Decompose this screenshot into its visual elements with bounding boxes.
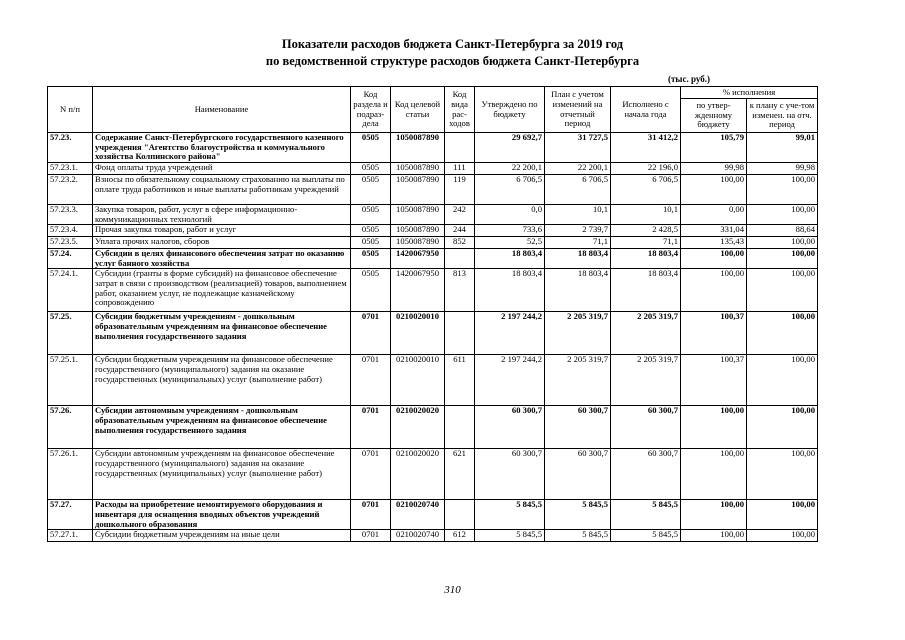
row-approved: 18 803,4	[475, 249, 545, 269]
row-name: Субсидии бюджетным учреждениям на финансовое обеспечение государственного (муниципального) задания на оказание государственных (муниципальных) услуг (выполнение работ)	[93, 355, 351, 406]
table-row	[48, 237, 818, 249]
row-approved: 733,6	[475, 225, 545, 237]
row-approved: 5 845,5	[475, 500, 545, 530]
row-section: 0701	[351, 355, 391, 406]
row-plan: 60 300,7	[545, 406, 611, 449]
row-approved: 0,0	[475, 205, 545, 225]
row-pct-approved: 100,00	[681, 449, 747, 500]
row-section: 0701	[351, 406, 391, 449]
row-section: 0505	[351, 269, 391, 312]
row-target: 1050087890	[391, 133, 445, 163]
row-pct-approved: 100,00	[681, 406, 747, 449]
row-pct-approved: 100,37	[681, 312, 747, 355]
table-row	[48, 530, 818, 542]
row-section: 0505	[351, 163, 391, 175]
row-approved: 5 845,5	[475, 530, 545, 542]
row-pct-approved: 331,04	[681, 225, 747, 237]
row-executed: 5 845,5	[611, 530, 681, 542]
row-exptype: 244	[445, 225, 475, 237]
row-pct-approved: 100,00	[681, 249, 747, 269]
header-name: Наименование	[93, 87, 351, 133]
header-plan: План с учетом изменений на отчетный период	[545, 87, 611, 133]
row-pct-approved: 99,98	[681, 163, 747, 175]
header-section: Код раздела и подраз-дела	[351, 87, 391, 133]
row-target: 0210020010	[391, 355, 445, 406]
row-plan: 5 845,5	[545, 500, 611, 530]
row-plan: 5 845,5	[545, 530, 611, 542]
row-num: 57.23.2.	[48, 175, 93, 205]
row-name: Взносы по обязательному социальному страхованию на выплаты по оплате труда работников и иные выплаты работникам учреждений	[93, 175, 351, 205]
row-num: 57.26.	[48, 406, 93, 449]
row-approved: 2 197 244,2	[475, 312, 545, 355]
row-exptype: 111	[445, 163, 475, 175]
table-row	[48, 133, 818, 163]
row-plan: 2 205 319,7	[545, 312, 611, 355]
row-num: 57.23.5.	[48, 237, 93, 249]
row-target: 1420067950	[391, 249, 445, 269]
row-exptype	[445, 249, 475, 269]
row-target: 1050087890	[391, 163, 445, 175]
row-section: 0505	[351, 237, 391, 249]
row-approved: 52,5	[475, 237, 545, 249]
row-pct-plan: 100,00	[747, 312, 818, 355]
row-approved: 60 300,7	[475, 406, 545, 449]
header-executed: Исполнено с начала года	[611, 87, 681, 133]
row-pct-plan: 100,00	[747, 500, 818, 530]
table-row	[48, 225, 818, 237]
table-row	[48, 312, 818, 355]
row-exptype: 119	[445, 175, 475, 205]
row-executed: 60 300,7	[611, 406, 681, 449]
row-num: 57.23.4.	[48, 225, 93, 237]
row-executed: 18 803,4	[611, 269, 681, 312]
row-exptype	[445, 406, 475, 449]
row-num: 57.23.3.	[48, 205, 93, 225]
row-name: Субсидии бюджетным учреждениям на иные цели	[93, 530, 351, 542]
row-pct-plan: 99,01	[747, 133, 818, 163]
row-plan: 2 205 319,7	[545, 355, 611, 406]
row-name: Субсидии (гранты в форме субсидий) на финансовое обеспечение затрат в связи с производством (реализацией) товаров, выполнением работ, оказанием услуг, не подлежащие казначейскому сопровождению	[93, 269, 351, 312]
row-pct-approved: 0,00	[681, 205, 747, 225]
row-executed: 6 706,5	[611, 175, 681, 205]
row-name: Прочая закупка товаров, работ и услуг	[93, 225, 351, 237]
units-label: (тыс. руб.)	[668, 74, 710, 84]
row-name: Фонд оплаты труда учреждений	[93, 163, 351, 175]
row-pct-plan: 100,00	[747, 175, 818, 205]
row-pct-plan: 100,00	[747, 406, 818, 449]
row-exptype	[445, 312, 475, 355]
row-pct-plan: 100,00	[747, 449, 818, 500]
row-pct-plan: 100,00	[747, 205, 818, 225]
row-section: 0505	[351, 249, 391, 269]
row-executed: 22 196,0	[611, 163, 681, 175]
row-target: 0210020740	[391, 530, 445, 542]
row-executed: 60 300,7	[611, 449, 681, 500]
row-pct-plan: 100,00	[747, 249, 818, 269]
row-pct-approved: 100,37	[681, 355, 747, 406]
row-pct-plan: 88,64	[747, 225, 818, 237]
row-executed: 31 412,2	[611, 133, 681, 163]
row-executed: 2 205 319,7	[611, 355, 681, 406]
row-pct-plan: 99,98	[747, 163, 818, 175]
table-row	[48, 449, 818, 500]
row-plan: 22 200,1	[545, 163, 611, 175]
row-approved: 18 803,4	[475, 269, 545, 312]
row-section: 0505	[351, 175, 391, 205]
table-row	[48, 249, 818, 269]
table-row	[48, 205, 818, 225]
row-approved: 22 200,1	[475, 163, 545, 175]
row-executed: 71,1	[611, 237, 681, 249]
row-name: Расходы на приобретение немонтируемого оборудования и инвентаря для оснащения вводных объектов учреждений дошкольного образования	[93, 500, 351, 530]
row-pct-approved: 100,00	[681, 500, 747, 530]
table-body	[48, 133, 818, 542]
row-num: 57.25.1.	[48, 355, 93, 406]
row-name: Закупка товаров, работ, услуг в сфере информационно-коммуникационных технологий	[93, 205, 351, 225]
row-plan: 31 727,5	[545, 133, 611, 163]
row-executed: 5 845,5	[611, 500, 681, 530]
row-num: 57.24.1.	[48, 269, 93, 312]
row-section: 0701	[351, 312, 391, 355]
row-section: 0701	[351, 500, 391, 530]
row-pct-approved: 105,79	[681, 133, 747, 163]
row-num: 57.23.1.	[48, 163, 93, 175]
row-name: Субсидии автономным учреждениям на финансовое обеспечение государственного (муниципального) задания на оказание государственных (муниципальных) услуг (выполнение работ)	[93, 449, 351, 500]
row-num: 57.27.1.	[48, 530, 93, 542]
row-section: 0701	[351, 449, 391, 500]
table-row	[48, 500, 818, 530]
row-executed: 10,1	[611, 205, 681, 225]
row-pct-approved: 135,43	[681, 237, 747, 249]
header-exptype: Код вида рас-ходов	[445, 87, 475, 133]
row-plan: 18 803,4	[545, 269, 611, 312]
row-name: Содержание Санкт-Петербургского государственного казенного учреждения "Агентство благоустройства и коммунального хозяйства Колпинского района"	[93, 133, 351, 163]
table-row	[48, 175, 818, 205]
row-exptype: 612	[445, 530, 475, 542]
row-section: 0701	[351, 530, 391, 542]
header-pct-approved: по утвер-жденному бюджету	[681, 99, 747, 133]
row-num: 57.23.	[48, 133, 93, 163]
row-pct-plan: 100,00	[747, 355, 818, 406]
header-num: N п/п	[48, 87, 93, 133]
row-target: 1420067950	[391, 269, 445, 312]
row-exptype	[445, 133, 475, 163]
row-executed: 2 428,5	[611, 225, 681, 237]
row-target: 0210020020	[391, 406, 445, 449]
row-executed: 18 803,4	[611, 249, 681, 269]
row-name: Субсидии в целях финансового обеспечения затрат по оказанию услуг банного хозяйства	[93, 249, 351, 269]
row-plan: 6 706,5	[545, 175, 611, 205]
row-target: 0210020740	[391, 500, 445, 530]
row-target: 1050087890	[391, 175, 445, 205]
row-target: 0210020020	[391, 449, 445, 500]
row-exptype	[445, 500, 475, 530]
row-approved: 60 300,7	[475, 449, 545, 500]
row-target: 1050087890	[391, 225, 445, 237]
row-target: 1050087890	[391, 205, 445, 225]
row-pct-approved: 100,00	[681, 269, 747, 312]
row-plan: 71,1	[545, 237, 611, 249]
row-plan: 18 803,4	[545, 249, 611, 269]
row-pct-approved: 100,00	[681, 175, 747, 205]
row-section: 0505	[351, 133, 391, 163]
row-name: Уплата прочих налогов, сборов	[93, 237, 351, 249]
row-target: 1050087890	[391, 237, 445, 249]
page-number: 310	[444, 584, 461, 596]
row-num: 57.24.	[48, 249, 93, 269]
row-num: 57.25.	[48, 312, 93, 355]
row-name: Субсидии автономным учреждениям - дошкольным образовательным учреждениям на финансовое обеспечение выполнения государственного задания	[93, 406, 351, 449]
row-num: 57.26.1.	[48, 449, 93, 500]
row-section: 0505	[351, 205, 391, 225]
table-row	[48, 355, 818, 406]
table-row	[48, 163, 818, 175]
row-executed: 2 205 319,7	[611, 312, 681, 355]
row-pct-approved: 100,00	[681, 530, 747, 542]
document-title: Показатели расходов бюджета Санкт-Петербурга за 2019 год	[281, 37, 624, 51]
row-pct-plan: 100,00	[747, 269, 818, 312]
header-approved: Утверждено по бюджету	[475, 87, 545, 133]
row-approved: 2 197 244,2	[475, 355, 545, 406]
row-name: Субсидии бюджетным учреждениям - дошкольным образовательным учреждениям на финансовое обеспечение выполнения государственного задания	[93, 312, 351, 355]
row-plan: 2 739,7	[545, 225, 611, 237]
row-pct-plan: 100,00	[747, 530, 818, 542]
row-pct-plan: 100,00	[747, 237, 818, 249]
row-approved: 6 706,5	[475, 175, 545, 205]
row-num: 57.27.	[48, 500, 93, 530]
row-exptype: 242	[445, 205, 475, 225]
expenses-table	[47, 86, 818, 542]
header-target: Код целевой статьи	[391, 87, 445, 133]
row-exptype: 852	[445, 237, 475, 249]
row-exptype: 813	[445, 269, 475, 312]
row-plan: 60 300,7	[545, 449, 611, 500]
row-approved: 29 692,7	[475, 133, 545, 163]
document-subtitle: по ведомственной структуре расходов бюджета Санкт-Петербурга	[265, 54, 640, 68]
header-pct-plan: к плану с уче-том изменен. на отч. период	[747, 99, 818, 133]
row-exptype: 621	[445, 449, 475, 500]
row-plan: 10,1	[545, 205, 611, 225]
table-row	[48, 406, 818, 449]
row-section: 0505	[351, 225, 391, 237]
table-row	[48, 269, 818, 312]
header-pct-group: % исполнения	[681, 87, 818, 99]
row-exptype: 611	[445, 355, 475, 406]
row-target: 0210020010	[391, 312, 445, 355]
